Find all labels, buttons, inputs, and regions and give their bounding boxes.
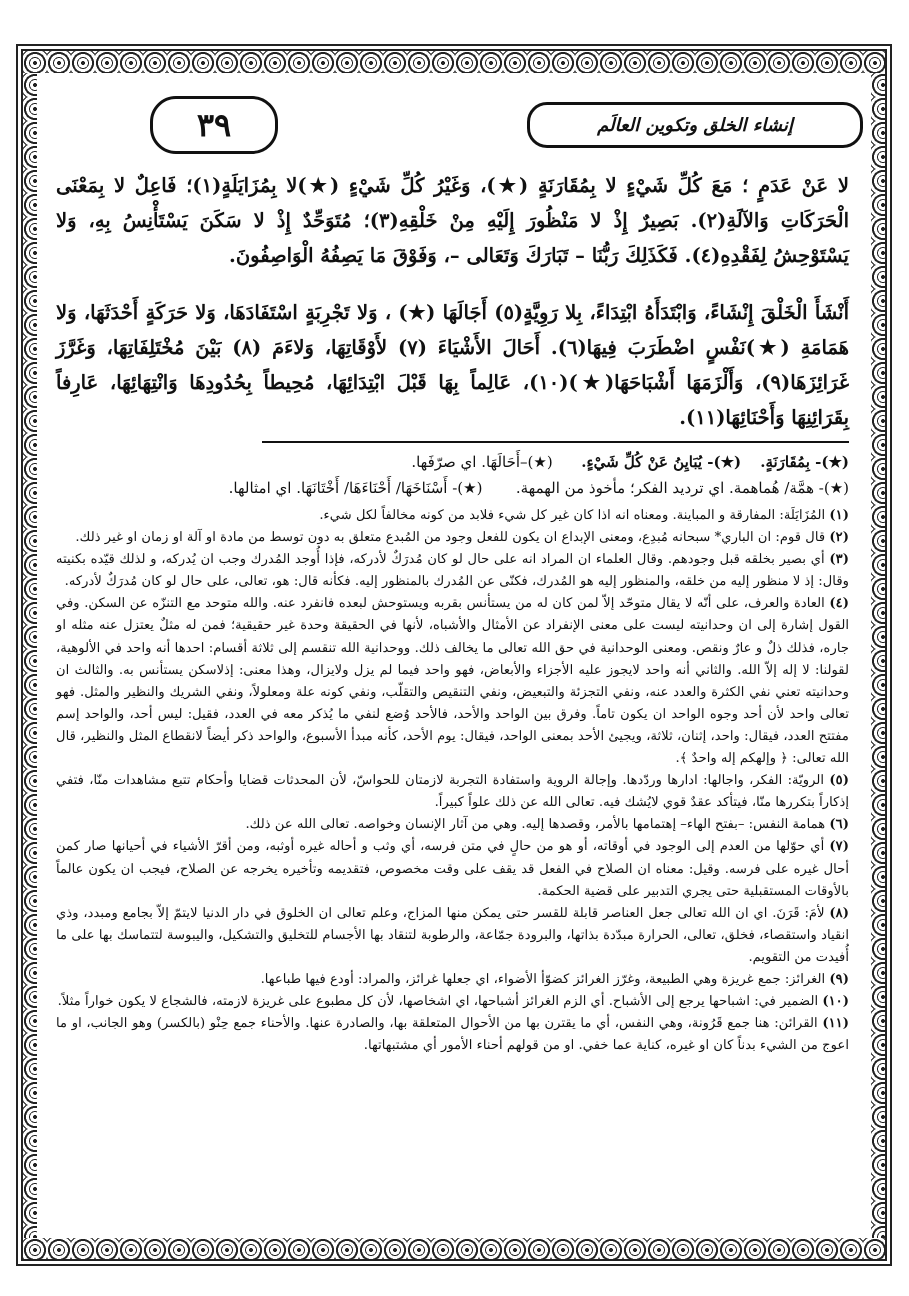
gloss-item: (★)- يُبَايِنُ عَنْ كُلِّ شَيْءٍ. [581, 453, 742, 471]
footnote: (١٠) الضمير في: اشباحها يرجع إلى الأشباح. أي الزم الغرائز أشباحها، اي اشخاصها، لأن كل مطبوع على غريزة لازمته، فالشجاع لا يكون خواراً مثلاً. [57, 994, 849, 1010]
footnotes [56, 505, 849, 1057]
page-header [46, 96, 863, 156]
footnote: (٣) أي بصير بخلقه قبل وجودهم. وقال العلماء ان المراد انه على حال لو كان مُدرَكٌ لأدركه، فإذا أُوجد المُدرك وجب ان يُدركه، و لذلك قيّده بكنيته وقال: إذ لا منظور إليه من خلقه، والمنظور إليه هو المُدرك، فكنّى عن المُدرك بالمنظور إليه. فكأنه قال: هو، تعالى، على حال لو كان مُدرَكٌ لأدركه. [56, 552, 849, 590]
page-number: ٣٩ [150, 96, 278, 154]
footnote: (٨) لأمَ: قَرَنَ. اي ان الله تعالى جعل العناصر قابلة للقسر حتى يمكن منها المزاج، وعلم تعالى ان الخلوق في دار الدنيا لايتمّ إلاّ بجامع ومبدد، وذي انقياد واستقصاء، فخلق، تعالى، الحرارة مبدّدة بذاتها، والبرودة جمّاعة، والرطوبة لتنقاد بها الأجسام للتخليق والتشكيل، واليبوسة لتتماسك بها على ما أُفيدت من التقويم. [56, 905, 849, 965]
footnote: (١١) القرائن: هنا جمع قَرُونة، وهي النفس، أي ما يقترن بها من الأحوال المتعلقة بها، والصادرة عنها. والأحناء جمع حِنْو (بالكسر) وهو الجانب، او ما اعوج من الشيء بدناً كان او غيره، كناية عما خفي. او من قولهم أحناء الأمور أي مشتبهاتها. [56, 1016, 849, 1054]
footnote: (٢) قال قوم: ان الباري* سبحانه مُبدِع، ومعنى الإبداع ان يكون للفعل وجود من المُبدع متعلق به دون توسط من مادة او آلة او زمان او غير ذلك. [75, 530, 849, 546]
separator-rule [262, 441, 849, 443]
main-paragraph-1: لا عَنْ عَدَمٍ ؛ مَعَ كُلِّ شَيْءٍ لا بِمُقَارَنَةٍ (★)، وَغَيْرُ كُلِّ شَيْءٍ (★)لا بِمُزَايَلَةٍ(١)؛ فَاعِلٌ لا بِمَعْنَى الْحَرَكَاتِ وَالآلَةِ(٢). بَصِيرٌ إِذْ لا مَنْظُورَ إِلَيْهِ مِنْ خَلْقِهِ(٣)؛ مُتَوَحِّدٌ إِذْ لا سَكَنَ يَسْتَأْنِسُ بِهِ، وَلا يَسْتَوْحِشُ لِفَقْدِهِ(٤). فَكَذَلِكَ رَبُّنَا – تَبَارَكَ وَتَعَالى –، وَفَوْقَ مَا يَصِفُهُ الْوَاصِفُونَ. [56, 174, 849, 267]
gloss-line-2 [56, 475, 849, 501]
footnote: (٤) العادة والعرف، على أنّه لا يقال متوحّد إلاّ لمن كان له من يستأنس بقربه ويستوحش لبعده فانفرد عنه. والله متوحد مع التنزّه عن السكن. وفي القول إشارة إلى ان وحدانيته ليست على معنى الإنفراد عن الأمثال والأشباه، لأنها في الحقيقة وحدة غير حقيقية؛ فمن له مثلٌ يعتزل عنه مثله او جاره، فذلك ذلٌ و عارٌ ونقص. ومعنى الوحدانية في حق الله تعالى ما يخالف ذلك. ووحدانية الله تنقسم إلى ثلاثة أقسام: احدها أنه واحد في الألوهية، لقولنا: لا إله إلاّ الله. والثاني أنه واحد لايجوز عليه الأجزاء والأبعاض، فهو واحد فيما لم يزل ولايزال، وهذا معنى: إذلاسكن يستأنس به. والثالث ان وحدانيته تعني نفي الكثرة والعدد عنه، ونفي التجزئة والتبعيض، ونفي التنقيص والتقلّب، ونفي كونه علة ومعلولاً، ونفي الشريك والنظير والمثل. فهو تعالى واحد لأن أحد وجوه الواحد ان يكون تاماً. وفرق بين الواحد والأحد، فالأحد وُضع لنفي ما يُذكر معه في العدد، فقيل: ليس أحد، والواحد إسم مفتتح العدد، فيقال: واحد، إثنان، ثلاثة، ويجيئ الأحد بمعنى الواحد، فيقال: يوم الأحد، كأنه مبدأ الأسبوع، والواحد ذكر أيضاً لانقطاع المثل والنظير، قال الله تعالى: ﴿ وإلهكم إله واحدٌ ﴾. [56, 596, 849, 767]
main-paragraph-2: أَنْشَأَ الْخَلْقَ إِنْشَاءً، وَابْتَدَأَهُ ابْتِدَاءً، بِلا رَوِيَّةٍ(٥) أَجَالَهَا (★) ، وَلا تَجْرِبَةٍ اسْتَفَادَهَا، وَلا حَرَكَةٍ أَحْدَثَهَا، وَلا هَمَامَةِ (★)نَفْسٍ اضْطَرَبَ فِيهَا(٦). أَحَالَ الأَشْيَاءَ (٧) لأَوْقَاتِهَا، وَلاءَمَ (٨) بَيْنَ مُخْتَلِفَاتِهَا، وَغَرَّزَ غَرَائِزَهَا(٩)، وَأَلْزَمَهَا أَشْبَاحَهَا(★)(١٠)، عَالِماً بِهَا قَبْلَ ابْتِدَائِهَا، مُحِيطاً بِحُدُودِهَا وَانْتِهَائِهَا، عَارِفاً بِقَرَائِنِهَا وَأَحْنَائِهَا(١١). [56, 301, 850, 429]
gloss-item: (★)–أَحَالَهَا. اي صرّفَها. [411, 453, 553, 471]
gloss-line-1 [56, 449, 849, 475]
footnote: (٥) الرويّة: الفكر، واجالها: ادارها وردّدها. وإجالة الروية واستفادة التجربة لازمتان للحواسّ، لأن المحدثات قضايا وأحكام تتبع مشاهدات منّا، فتفي إذكاراً بتكررها منّا، فيتأكد عقدٌ قوي لايُشك فيه. تعالى الله عن ذلك علواً كبيراً. [56, 773, 849, 811]
running-title: إنشاء الخلق وتكوين العالَم [527, 102, 863, 148]
gloss-item: (★)- همَّة/ هُماهمة. اي ترديد الفكر؛ مأخوذ من الهمهة. [515, 479, 849, 497]
footnote: (٧) أي حوّلها من العدم إلى الوجود في أوقاته، أو هو من حالٍ في متن فرسه، أي وثب و أحاله غيره أوثبه، ومن أقرّ الأشياء في أحيانها صار كمن أحال غيره على فرسه. وقيل: معناه ان الصلاح في الفعل قد يقف على وقت مخصوص، فتقديمه وتأخيره يخرجه عن الصلاح، فيجب ان يكون عالماً بالأوقات المستقبلية حتى يجري التدبير على قضية الحكمة. [56, 839, 849, 899]
gloss-item: (★)- أَسْنَاخَهَا/ أَحْنَاءَهَا/ أَخْتَانَهَا. اي امثالها. [228, 479, 483, 497]
footnote: (٩) الغرائز: جمع غريزة وهي الطبيعة، وغرّز الغرائز كضوّأ الأضواء، اي جعلها غرائز، والمراد: أودع فيها طباعها. [260, 971, 849, 987]
footnote: (٦) همامة النفس: –بفتح الهاء– إهتمامها بالأمر، وقصدها إليه. وهي من آثار الإنسان وخواصه. تعالى الله عن ذلك. [245, 817, 849, 833]
footnote: (١) المُزَايَلَة: المفارقة و المباينة. ومعناه انه اذا كان غير كل شيء فلابد من كونه مخالفاً لكل شيء. [319, 508, 849, 523]
page-content [56, 168, 849, 1057]
gloss-item: (★)- بِمُقَارَنَةٍ. [760, 453, 849, 471]
